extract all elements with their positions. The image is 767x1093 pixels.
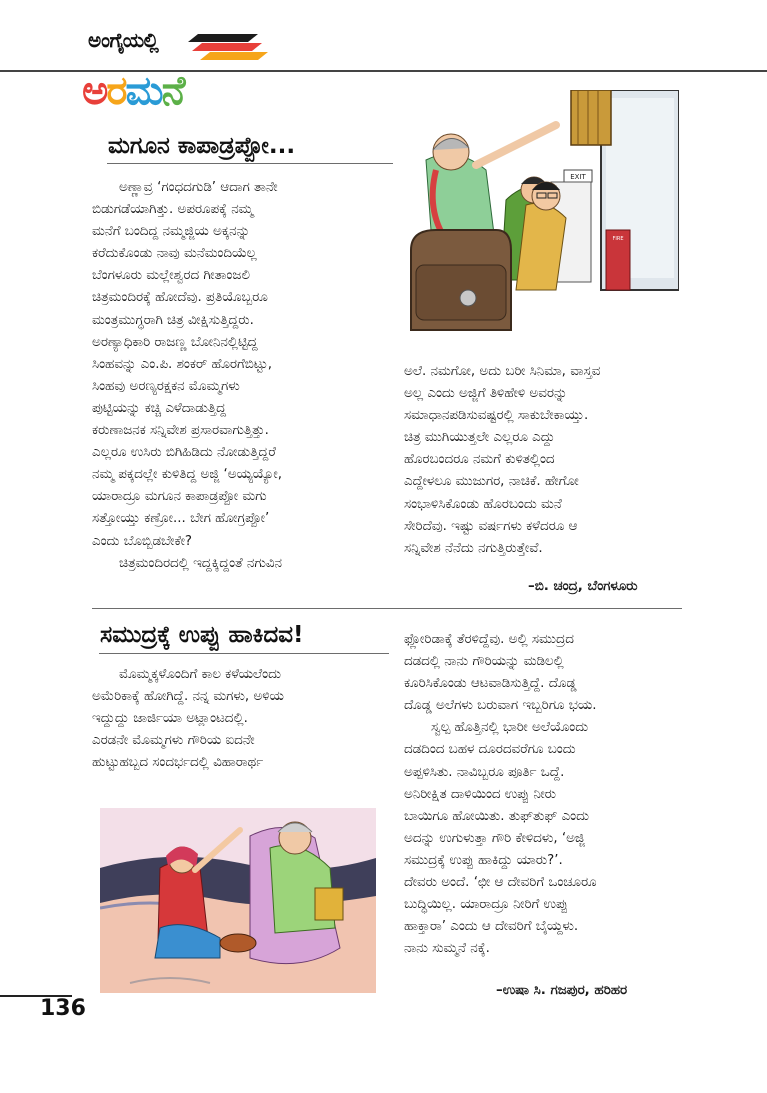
text-line: ಸಿಂಹವು ಅರಣ್ಯರಕ್ಷಕನ ಮೊಮ್ಮಗಳು (92, 378, 240, 394)
text-line: ಹೊರಬಂದರೂ ನಮಗೆ ಕುಳಿತಲ್ಲಿಂದ (404, 452, 555, 468)
text-line: ಇದ್ದುದ್ದು ಜಾರ್ಜಿಯಾ ಅಟ್ಲಾಂಟದಲ್ಲಿ. (92, 711, 248, 727)
story-2-left-column (92, 664, 392, 774)
text-line: ಕೂರಿಸಿಕೊಂಡು ಆಟವಾಡಿಸುತ್ತಿದ್ದೆ. ದೊಡ್ಡ (404, 676, 577, 692)
section-heading: ಅಂಗೈಯಲ್ಲಿ (88, 28, 159, 52)
text-line: ಮಂತ್ರಮುಗ್ಧರಾಗಿ ಚಿತ್ರ ವೀಕ್ಷಿಸುತ್ತಿದ್ದರು. (92, 312, 254, 328)
text-line: ಅನಿರೀಕ್ಷಿತ ದಾಳಿಯಿಂದ ಉಪ್ಪು ನೀರು (404, 786, 557, 802)
title-underline (107, 163, 393, 164)
text-line: ಎರಡನೇ ಮೊಮ್ಮಗಳು ಗೌರಿಯ ಐದನೇ (92, 733, 255, 749)
story-1-right-column (404, 361, 690, 560)
logo-letter: ಮ (125, 68, 162, 114)
text-line: ಸತ್ತೋಯ್ತು ಕಣ್ರೋ... ಬೇಗ ಹೋಗ್ರಪ್ಪೋ’ (92, 511, 270, 527)
text-line: ಸಮಾಧಾನಪಡಿಸುವಷ್ಟರಲ್ಲಿ ಸಾಕುಬೇಕಾಯ್ತು. (404, 408, 589, 424)
text-line: ಮನೆಗೆ ಬಂದಿದ್ದ ನಮ್ಮಜ್ಜಿಯ ಅಕ್ಕನನ್ನು (92, 224, 251, 240)
text-line: ಹುಟ್ಟುಹಬ್ಬದ ಸಂದರ್ಭದಲ್ಲಿ ವಿಹಾರಾರ್ಥ (92, 755, 264, 771)
text-line: ಎಲ್ಲರೂ ಉಸಿರು ಬಿಗಿಹಿಡಿದು ನೋಡುತ್ತಿದ್ದರೆ (92, 445, 276, 461)
exit-sign: EXIT (570, 173, 586, 181)
text-line: ದೊಡ್ಡ ಅಲೆಗಳು ಬರುವಾಗ ಇಬ್ಬರಿಗೂ ಭಯ. (404, 698, 597, 714)
text-line: ಬಾಯಿಗೂ ಹೋಯಿತು. ತುಫ್‌ತುಫ್ ಎಂದು (404, 808, 590, 824)
text-line: ಅಲೆ. ನಮಗೋ, ಅದು ಬರೀ ಸಿನಿಮಾ, ವಾಸ್ತವ (404, 364, 601, 379)
text-line: ದಡದಲ್ಲಿ ನಾನು ಗೌರಿಯನ್ನು ಮಡಿಲಲ್ಲಿ (404, 654, 564, 670)
text-line: ಹಾಕ್ತಾರಾ’ ಎಂದು ಆ ದೇವರಿಗೆ ಬೈಯ್ದಳು. (404, 919, 579, 935)
text-line: ಚಿತ್ರ ಮುಗಿಯುತ್ತಲೇ ಎಲ್ಲರೂ ಎದ್ದು (404, 430, 555, 446)
text-line: ಚಿತ್ರಮಂದಿರಕ್ಕೆ ಹೋದೆವು. ಪ್ರತಿಯೊಬ್ಬರೂ (92, 290, 268, 306)
text-line: ನಾನು ಸುಮ್ಮನೆ ನಕ್ಕೆ. (404, 941, 490, 957)
text-line: ಸ್ವಲ್ಪ ಹೊತ್ತಿನಲ್ಲಿ ಭಾರೀ ಅಲೆಯೊಂದು (431, 720, 589, 736)
text-line: ಬುದ್ಧಿಯಿಲ್ಲ. ಯಾರಾದ್ರೂ ನೀರಿಗೆ ಉಪ್ಪು (404, 897, 568, 913)
beach-cartoon-illustration (100, 808, 376, 993)
text-line: ಫ್ಲೋರಿಡಾಕ್ಕೆ ತೆರಳಿದ್ದೆವು. ಅಲ್ಲಿ ಸಮುದ್ರದ (404, 632, 574, 647)
story-1-title: ಮಗೂನ ಕಾಪಾಡ್ರಪ್ಪೋ... (108, 133, 296, 159)
story-1-left-column (92, 177, 392, 575)
story-2-byline: –ಉಷಾ ಸಿ. ಗಜಪುರ, ಹರಿಹರ (496, 983, 628, 998)
text-line: ಸಂಭಾಳಿಸಿಕೊಂಡು ಹೊರಬಂದು ಮನೆ (404, 496, 562, 512)
text-line: ಅದನ್ನು ಉಗುಳುತ್ತಾ ಗೌರಿ ಕೇಳಿದಳು, ‘ಅಜ್ಜಿ (404, 830, 585, 846)
fire-label: FIRE (612, 236, 624, 242)
text-line: ಸಮುದ್ರಕ್ಕೆ ಉಪ್ಪು ಹಾಕಿದ್ದು ಯಾರು?’. (404, 852, 563, 868)
section-logo (82, 68, 183, 114)
text-line: ಎಂದು ಬೊಬ್ಬಿಡಬೇಕೇ? (92, 533, 193, 549)
text-line: ಸನ್ನಿವೇಶ ನೆನೆದು ನಗುತ್ತಿರುತ್ತೇವೆ. (404, 540, 543, 556)
text-line: ಅಮೆರಿಕಾಕ್ಕೆ ಹೋಗಿದ್ದೆ. ನನ್ನ ಮಗಳು, ಅಳಿಯ (92, 689, 284, 705)
cinema-cartoon-illustration (406, 90, 679, 352)
logo-letter: ರ (106, 68, 126, 114)
story-2-title: ಸಮುದ್ರಕ್ಕೆ ಉಪ್ಪು ಹಾಕಿದವ! (100, 622, 304, 648)
logo-letter: ನೆ (161, 68, 184, 114)
section-divider (92, 608, 682, 609)
text-line: ದಡದಿಂದ ಬಹಳ ದೂರದವರೆಗೂ ಬಂದು (404, 742, 576, 758)
text-line: ಸೇರಿದೆವು. ಇಷ್ಟು ವರ್ಷಗಳು ಕಳೆದರೂ ಆ (404, 518, 578, 534)
story-1-byline: –ಬಿ. ಚಂದ್ರ, ಬೆಂಗಳೂರು (528, 579, 638, 594)
page-number: 136 (40, 996, 86, 1021)
story-2-right-column (404, 629, 690, 960)
text-line: ನಮ್ಮ ಪಕ್ಕದಲ್ಲೇ ಕುಳಿತಿದ್ದ ಅಜ್ಜಿ ‘ಅಯ್ಯಯ್ಯೋ, (92, 467, 283, 483)
text-line: ಅಲ್ಲ ಎಂದು ಅಜ್ಜಿಗೆ ತಿಳಿಹೇಳಿ ಅವರನ್ನು (404, 386, 568, 402)
text-line: ಸಿಂಹವನ್ನು ಎಂ.ಪಿ. ಶಂಕರ್ ಹೊರಗೆಬಿಟ್ಟು, (92, 356, 272, 372)
text-line: ಮೊಮ್ಮಕ್ಕಳೊಂದಿಗೆ ಕಾಲ ಕಳೆಯಲೆಂದು (119, 667, 281, 682)
text-line: ಕರುಣಾಜನಕ ಸನ್ನಿವೇಶ ಪ್ರಸಾರವಾಗುತ್ತಿತ್ತು. (92, 423, 269, 439)
text-line: ಬೆಂಗಳೂರು ಮಲ್ಲೇಶ್ವರದ ಗೀತಾಂಜಲಿ (92, 268, 250, 284)
logo-letter: ಅ (82, 68, 107, 114)
text-line: ಪುಟ್ಟಿಯನ್ನು ಕಚ್ಚಿ ಎಳೆದಾಡುತ್ತಿದ್ದ (92, 400, 226, 416)
header-stripes-decoration (188, 34, 268, 60)
text-line: ಅರಣ್ಯಾಧಿಕಾರಿ ರಾಜಣ್ಣ ಬೋನಿನಲ್ಲಿಟ್ಟಿದ್ದ (92, 334, 258, 350)
text-line: ಬಿಡುಗಡೆಯಾಗಿತ್ತು. ಅಪರೂಪಕ್ಕೆ ನಮ್ಮ (92, 202, 254, 218)
text-line: ಯಾರಾದ್ರೂ ಮಗೂನ ಕಾಪಾಡ್ರಪ್ಪೋ ಮಗು (92, 489, 267, 505)
title-underline (99, 653, 389, 654)
text-line: ಅಪ್ಪಳಿಸಿತು. ನಾವಿಬ್ಬರೂ ಪೂರ್ತಿ ಒದ್ದೆ. (404, 764, 565, 780)
text-line: ಚಿತ್ರಮಂದಿರದಲ್ಲಿ ಇದ್ದಕ್ಕಿದ್ದಂತೆ ನಗುವಿನ (119, 555, 282, 571)
text-line: ಎದ್ದೇಳಲೂ ಮುಜುಗರ, ನಾಚಿಕೆ. ಹೇಗೋ (404, 474, 579, 490)
text-line: ಕರೆದುಕೊಂಡು ನಾವು ಮನೆಮಂದಿಯೆಲ್ಲ (92, 246, 257, 262)
text-line: ಅಣ್ಣಾವ್ರ ‘ಗಂಧದಗುಡಿ’ ಆದಾಗ ತಾನೇ (119, 180, 278, 195)
text-line: ದೇವರು ಅಂದೆ. ‘ಛೀ ಆ ದೇವರಿಗೆ ಒಂಚೂರೂ (404, 875, 597, 891)
